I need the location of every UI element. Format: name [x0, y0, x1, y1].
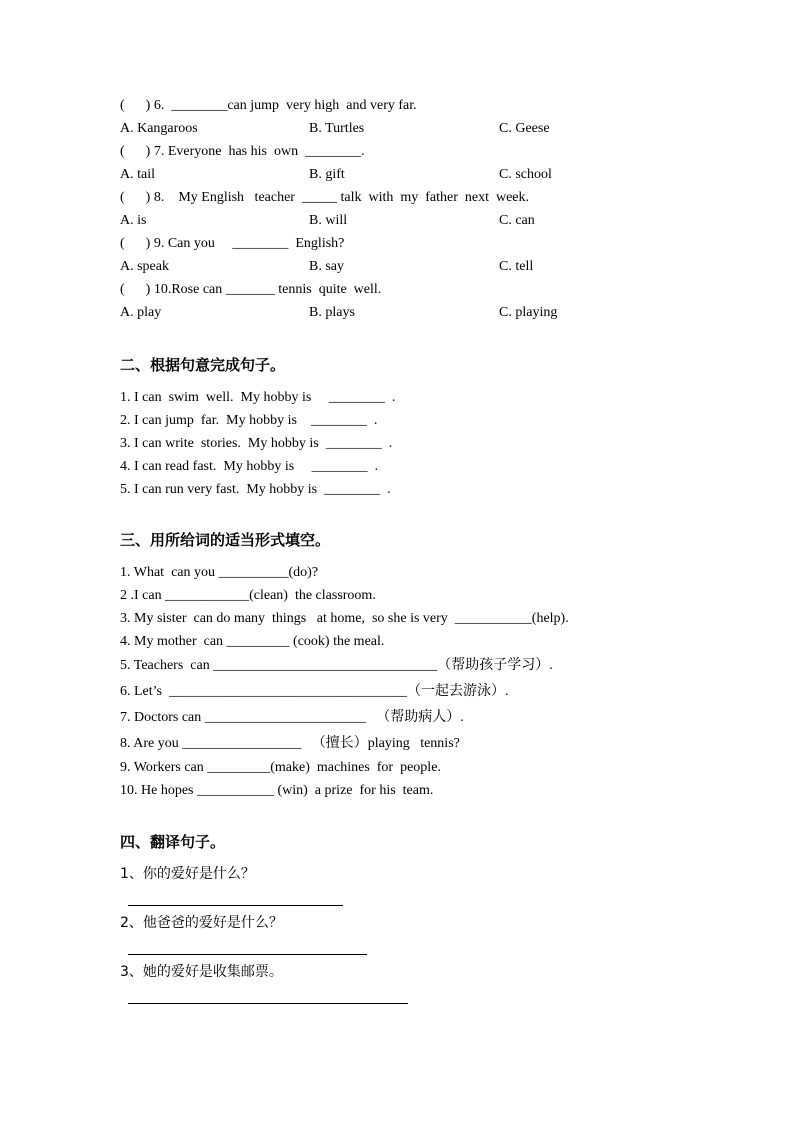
question-stem: ( ) 6. ________can jump very high and very far.: [120, 98, 417, 113]
option-c: C. Geese: [499, 121, 550, 136]
question-stem: ( ) 10.Rose can _______ tennis quite well.: [120, 282, 382, 297]
option-b: B. gift: [309, 167, 345, 182]
fill-line: 1. I can swim well. My hobby is ________ .: [120, 390, 396, 405]
translate-item: 3、她的爱好是收集邮票。: [120, 964, 283, 980]
option-c: C. school: [499, 167, 552, 182]
option-b: B. say: [309, 259, 344, 274]
fill-line: 6. Let’s __________________________________（一起去游泳）.: [120, 684, 509, 699]
fill-line: 3. My sister can do many things at home, so she is very ___________(help).: [120, 611, 569, 626]
section-2-title: 二、根据句意完成句子。: [120, 356, 286, 374]
question-stem: ( ) 7. Everyone has his own ________.: [120, 144, 365, 159]
question-stem: ( ) 8. My English teacher _____ talk with my father next week.: [120, 190, 530, 205]
fill-line: 7. Doctors can _______________________ （帮助病人）.: [120, 710, 464, 725]
question-stem: ( ) 9. Can you ________ English?: [120, 236, 345, 251]
option-a: A. play: [120, 305, 162, 320]
fill-line: 8. Are you _________________ （擅长）playing tennis?: [120, 736, 460, 751]
fill-line: 3. I can write stories. My hobby is ________ .: [120, 436, 393, 451]
option-a: A. tail: [120, 167, 155, 182]
option-b: B. plays: [309, 305, 355, 320]
option-b: B. Turtles: [309, 121, 365, 136]
translate-item: 1、你的爱好是什么？: [120, 866, 255, 882]
fill-line: 5. Teachers can ________________________________（帮助孩子学习）.: [120, 658, 553, 673]
answer-line: [128, 954, 367, 955]
fill-line: 10. He hopes ___________ (win) a prize for his team.: [120, 783, 434, 798]
option-c: C. tell: [499, 259, 534, 274]
option-c: C. playing: [499, 305, 558, 320]
option-a: A. Kangaroos: [120, 121, 198, 136]
fill-line: 2. I can jump far. My hobby is ________ .: [120, 413, 378, 428]
fill-line: 9. Workers can _________(make) machines for people.: [120, 760, 441, 775]
fill-line: 2 .I can ____________(clean) the classroom.: [120, 588, 376, 603]
fill-line: 1. What can you __________(do)?: [120, 565, 319, 580]
fill-line: 4. My mother can _________ (cook) the meal.: [120, 634, 385, 649]
fill-line: 5. I can run very fast. My hobby is ________ .: [120, 482, 391, 497]
option-b: B. will: [309, 213, 348, 228]
section-3-title: 三、用所给词的适当形式填空。: [120, 531, 331, 549]
option-a: A. is: [120, 213, 147, 228]
section-4-title: 四、翻译句子。: [120, 833, 226, 851]
answer-line: [128, 905, 343, 906]
option-c: C. can: [499, 213, 535, 228]
fill-line: 4. I can read fast. My hobby is ________ .: [120, 459, 379, 474]
translate-item: 2、他爸爸的爱好是什么？: [120, 915, 283, 931]
option-a: A. speak: [120, 259, 169, 274]
answer-line: [128, 1003, 408, 1004]
